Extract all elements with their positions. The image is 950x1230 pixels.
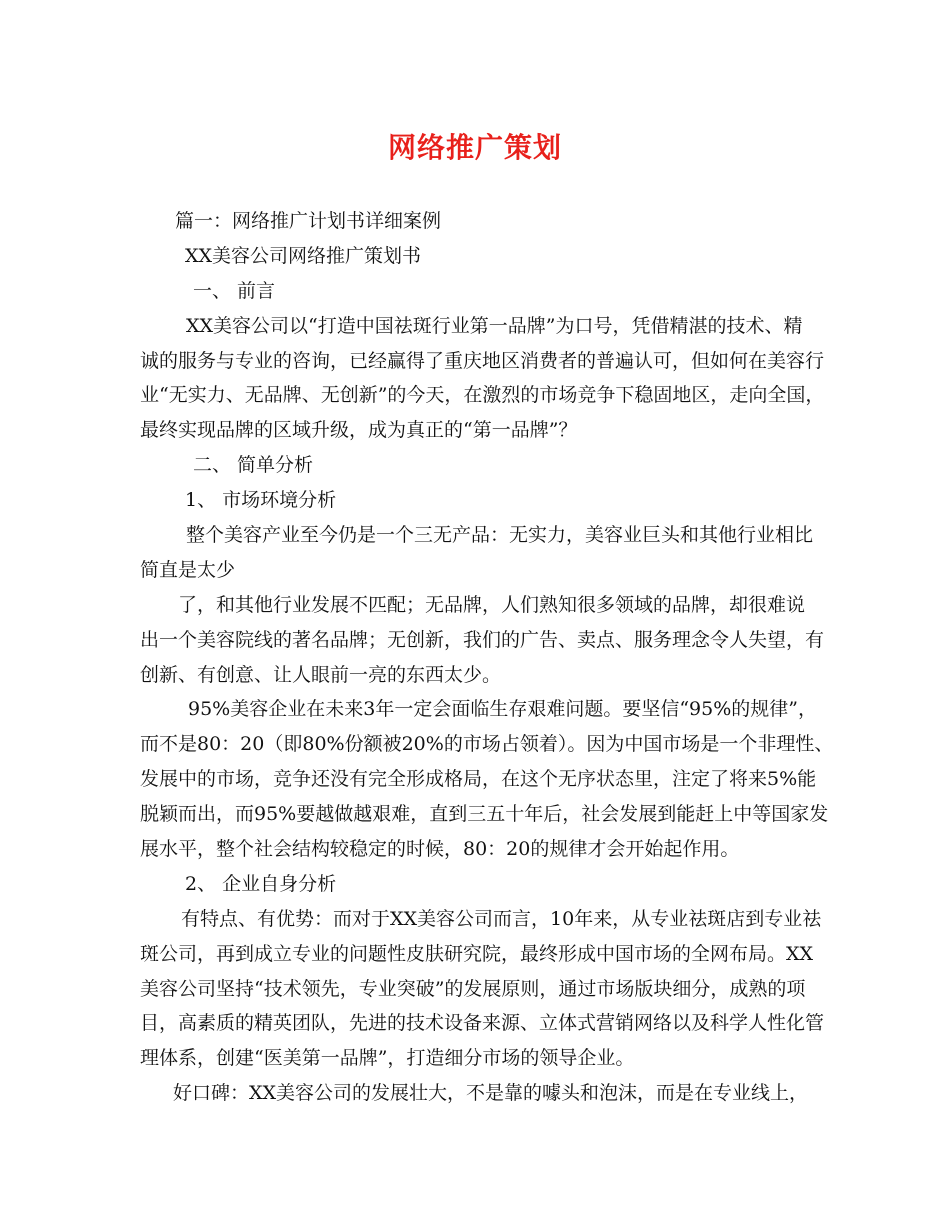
- paragraph-line: 脱颖而出，而95%要越做越艰难，直到三五十年后，社会发展到能赶上中等国家发: [140, 803, 829, 826]
- section-heading: 篇一：网络推广计划书详细案例: [175, 210, 442, 232]
- paragraph-line: 目，高素质的精英团队，先进的技术设备来源、立体式营销网络以及科学人性化管: [140, 1012, 825, 1035]
- paragraph-line: 理体系，创建“医美第一品牌”，打造细分市场的领导企业。: [140, 1047, 635, 1070]
- subheading-self-analysis: 2、 企业自身分析: [185, 872, 337, 895]
- paragraph-line: 出一个美容院线的著名品牌；无创新，我们的广告、卖点、服务理念令人失望，有: [140, 628, 825, 651]
- paragraph-line: 整个美容产业至今仍是一个三无产品：无实力，美容业巨头和其他行业相比: [186, 524, 814, 547]
- document-body: [140, 204, 834, 1111]
- paragraph-line: 业“无实力、无品牌、无创新”的今天，在激烈的市场竞争下稳固地区，走向全国，: [140, 384, 825, 407]
- paragraph-line: 好口碑：XX美容公司的发展壮大，不是靠的噱头和泡沫，而是在专业线上，: [173, 1082, 809, 1105]
- paragraph-line: 展水平，整个社会结构较稳定的时候，80：20的规律才会开始起作用。: [140, 838, 740, 861]
- paragraph-line: 发展中的市场，竞争还没有完全形成格局，在这个无序状态里，注定了将来5%能: [140, 768, 817, 791]
- paragraph-line: 创新、有创意、让人眼前一亮的东西太少。: [140, 663, 502, 686]
- heading-analysis: 二、 简单分析: [193, 454, 314, 477]
- paragraph-line: 了，和其他行业发展不匹配；无品牌，人们熟知很多领域的品牌，却很难说: [178, 593, 806, 616]
- paragraph-line: 斑公司，再到成立专业的问题性皮肤研究院，最终形成中国市场的全网布局。XX: [140, 942, 814, 965]
- heading-preface: 一、 前言: [193, 279, 276, 302]
- paragraph-line: XX美容公司以“打造中国祛斑行业第一品牌”为口号，凭借精湛的技术、精: [186, 314, 803, 337]
- subtitle-line: XX美容公司网络推广策划书: [185, 244, 422, 267]
- document-title: 网络推广策划: [387, 131, 562, 164]
- paragraph-line: 最终实现品牌的区域升级，成为真正的“第一品牌”？: [140, 419, 578, 442]
- paragraph-line: 95%美容企业在未来3年一定会面临生存艰难问题。要坚信“95%的规律”，: [188, 698, 817, 721]
- paragraph-line: 而不是80：20（即80%份额被20%的市场占领着）。因为中国市场是一个非理性、: [140, 733, 834, 756]
- paragraph-line: 诚的服务与专业的咨询，已经赢得了重庆地区消费者的普遍认可，但如何在美容行: [140, 349, 825, 372]
- paragraph-line: 简直是太少: [140, 558, 236, 581]
- subheading-market: 1、 市场环境分析: [185, 489, 337, 512]
- paragraph-line: 有特点、有优势：而对于XX美容公司而言，10年来，从专业祛斑店到专业祛: [181, 907, 822, 930]
- paragraph-line: 美容公司坚持“技术领先，专业突破”的发展原则，通过市场版块细分，成熟的项: [140, 977, 806, 1000]
